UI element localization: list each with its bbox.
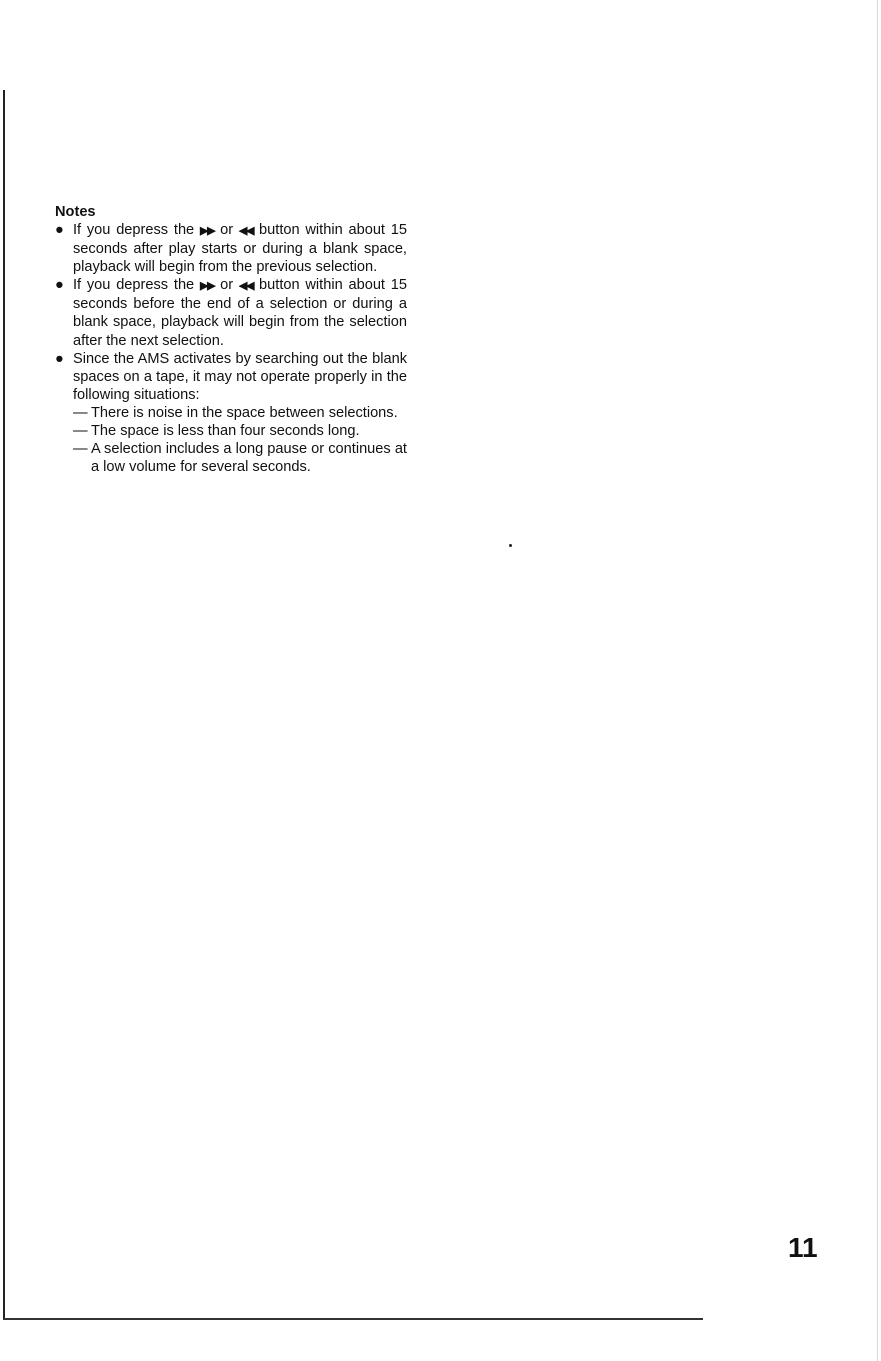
notes-section [55,203,407,476]
note-subitem [55,404,407,422]
note-item [55,221,407,276]
page-number: 11 [788,1232,818,1263]
note-text [73,221,407,276]
rewind-icon: ◀◀ [238,280,254,293]
subitem-text: A selection includes a long pause or continues at a low volume for several seconds. [91,441,407,476]
subitem-text: There is noise in the space between selections. [91,404,398,421]
subitem-text: The space is less than four seconds long. [91,423,360,440]
note-text-part: If you depress the [73,222,195,238]
note-text-part: or [220,222,234,238]
note-text: Since the AMS activates by searching out the blank spaces on a tape, it may not operate properly in the following situations: [73,350,407,403]
note-text-part: If you depress the [73,277,195,294]
dash-icon: — [73,404,88,421]
page-edge-right [877,0,878,1361]
fast-forward-icon: ▶▶ [199,225,215,237]
bullet-icon: ● [55,350,64,367]
fast-forward-icon: ▶▶ [199,280,215,293]
dash-icon: — [73,441,88,458]
page-edge-left [3,90,5,1320]
page-edge-bottom [3,1318,703,1320]
note-subitem [55,440,407,476]
note-item [55,276,407,349]
dash-icon: — [73,423,88,440]
rewind-icon: ◀◀ [238,225,254,237]
note-item [55,350,407,404]
notes-heading: Notes [55,204,96,220]
note-text-part: button within about 15 seconds after play starts or during a blank space, playback will begin from the previous selection. [73,222,407,276]
speck-mark [509,544,512,547]
bullet-icon: ● [55,277,64,294]
note-text-part: button within about 15 seconds before the end of a selection or during a blank space, playback will begin from the selection after the next selection. [73,277,407,349]
note-text [73,276,407,349]
note-text-part: or [220,277,234,294]
bullet-icon: ● [55,222,64,238]
note-subitem [55,422,407,440]
